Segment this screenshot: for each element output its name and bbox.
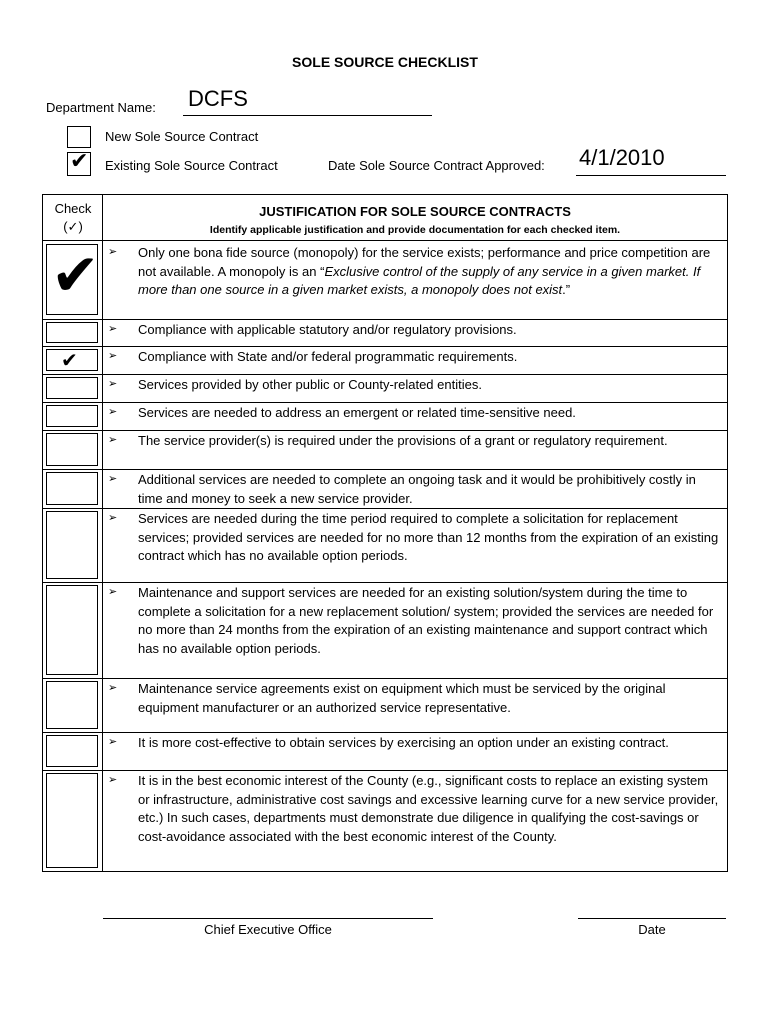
row-divider xyxy=(42,346,728,347)
bullet-icon: ➢ xyxy=(108,774,118,786)
row-divider xyxy=(42,678,728,679)
existing-contract-label: Existing Sole Source Contract xyxy=(105,158,278,173)
justification-checkbox-6[interactable] xyxy=(46,433,98,466)
approved-date-underline xyxy=(576,175,726,176)
justification-checkbox-1[interactable] xyxy=(46,241,100,315)
row-divider xyxy=(42,319,728,320)
justification-checkbox-4[interactable] xyxy=(46,377,98,399)
row-divider xyxy=(42,582,728,583)
existing-contract-checkbox[interactable] xyxy=(67,149,91,176)
row-divider xyxy=(42,374,728,375)
signature-date-line xyxy=(578,918,726,919)
justification-title: JUSTIFICATION FOR SOLE SOURCE CONTRACTS xyxy=(259,204,571,219)
justification-item-7: Additional services are needed to complete an ongoing task and it would be prohibitively costly in time and money to seek a new service provider. xyxy=(138,472,696,506)
check-mark-icon: ✔ xyxy=(61,348,78,372)
justification-item-1: Only one bona fide source (monopoly) for the service exists; performance and price competition are not available. A monopoly is an “Exclusive control of the supply of any service in a given market. If more than one source in a given market exists, a monopoly does not exist.” xyxy=(138,245,711,297)
justification-item-4: Services provided by other public or County-related entities. xyxy=(138,377,482,392)
justification-item-11: It is more cost-effective to obtain services by exercising an option under an existing contract. xyxy=(138,735,669,750)
justification-checkbox-2[interactable] xyxy=(46,322,98,343)
approved-date-value: 4/1/2010 xyxy=(579,145,665,170)
justification-checkbox-7[interactable] xyxy=(46,472,98,505)
row-divider xyxy=(42,402,728,403)
justification-item-2: Compliance with applicable statutory and/or regulatory provisions. xyxy=(138,322,517,337)
check-mark-icon: ✔ xyxy=(70,149,89,174)
row-divider xyxy=(42,240,728,241)
justification-checkbox-9[interactable] xyxy=(46,585,98,675)
row-divider xyxy=(42,469,728,470)
justification-item-3: Compliance with State and/or federal programmatic requirements. xyxy=(138,349,518,364)
justification-checkbox-10[interactable] xyxy=(46,681,98,729)
bullet-icon: ➢ xyxy=(108,434,118,446)
bullet-icon: ➢ xyxy=(108,406,118,418)
check-mark-icon: ✔ xyxy=(51,241,100,309)
bullet-icon: ➢ xyxy=(108,473,118,485)
justification-item-6: The service provider(s) is required under the provisions of a grant or regulatory requirement. xyxy=(138,433,668,448)
justification-subtitle: Identify applicable justification and provide documentation for each checked item. xyxy=(209,224,621,236)
signature-date-label: Date xyxy=(638,922,666,937)
justification-item-9: Maintenance and support services are needed for an existing solution/system during the time to complete a solicitation for a new replacement solution/ system; provided the services are needed for no more than 24 months from the expiration of an existing maintenance and support contract which has no available option periods. xyxy=(138,585,714,656)
bullet-icon: ➢ xyxy=(108,323,118,335)
signature-line xyxy=(103,918,433,919)
approved-date-label: Date Sole Source Contract Approved: xyxy=(328,158,545,173)
justification-item-10: Maintenance service agreements exist on equipment which must be serviced by the original equipment manufacturer or an authorized service representative. xyxy=(138,681,666,715)
justification-checkbox-3[interactable] xyxy=(46,349,98,371)
bullet-icon: ➢ xyxy=(108,682,118,694)
row-divider xyxy=(42,770,728,771)
form-title: SOLE SOURCE CHECKLIST xyxy=(292,54,478,70)
justification-item-5: Services are needed to address an emergent or related time-sensitive need. xyxy=(138,405,576,420)
new-contract-label: New Sole Source Contract xyxy=(105,129,259,144)
department-value: DCFS xyxy=(188,86,248,111)
justification-checkbox-5[interactable] xyxy=(46,405,98,427)
row-divider xyxy=(42,732,728,733)
bullet-icon: ➢ xyxy=(108,246,118,258)
justification-checkbox-11[interactable] xyxy=(46,735,98,767)
department-label: Department Name: xyxy=(46,100,156,115)
new-contract-checkbox[interactable] xyxy=(67,126,91,148)
justification-checkbox-8[interactable] xyxy=(46,511,98,579)
justification-item-8: Services are needed during the time period required to complete a solicitation for replacement services; provided services are needed for no more than 12 months from the expiration of an existing contract which has no available option periods. xyxy=(138,511,719,563)
justification-item-12: It is in the best economic interest of the County (e.g., significant costs to replace an existing system or infrastructure, administrative cost savings and excessive learning curve for a new service provider, etc.) In such cases, departments must demonstrate due diligence in qualifying the cost-savings or cost-avoidance associated with the best economic interest of the County. xyxy=(138,773,719,844)
signature-label: Chief Executive Office xyxy=(204,922,332,937)
bullet-icon: ➢ xyxy=(108,512,118,524)
row-divider xyxy=(42,508,728,509)
bullet-icon: ➢ xyxy=(108,378,118,390)
bullet-icon: ➢ xyxy=(108,586,118,598)
bullet-icon: ➢ xyxy=(108,350,118,362)
check-column-header: Check (✓) xyxy=(54,201,92,234)
bullet-icon: ➢ xyxy=(108,736,118,748)
department-underline xyxy=(183,115,432,116)
justification-checkbox-12[interactable] xyxy=(46,773,98,868)
row-divider xyxy=(42,430,728,431)
